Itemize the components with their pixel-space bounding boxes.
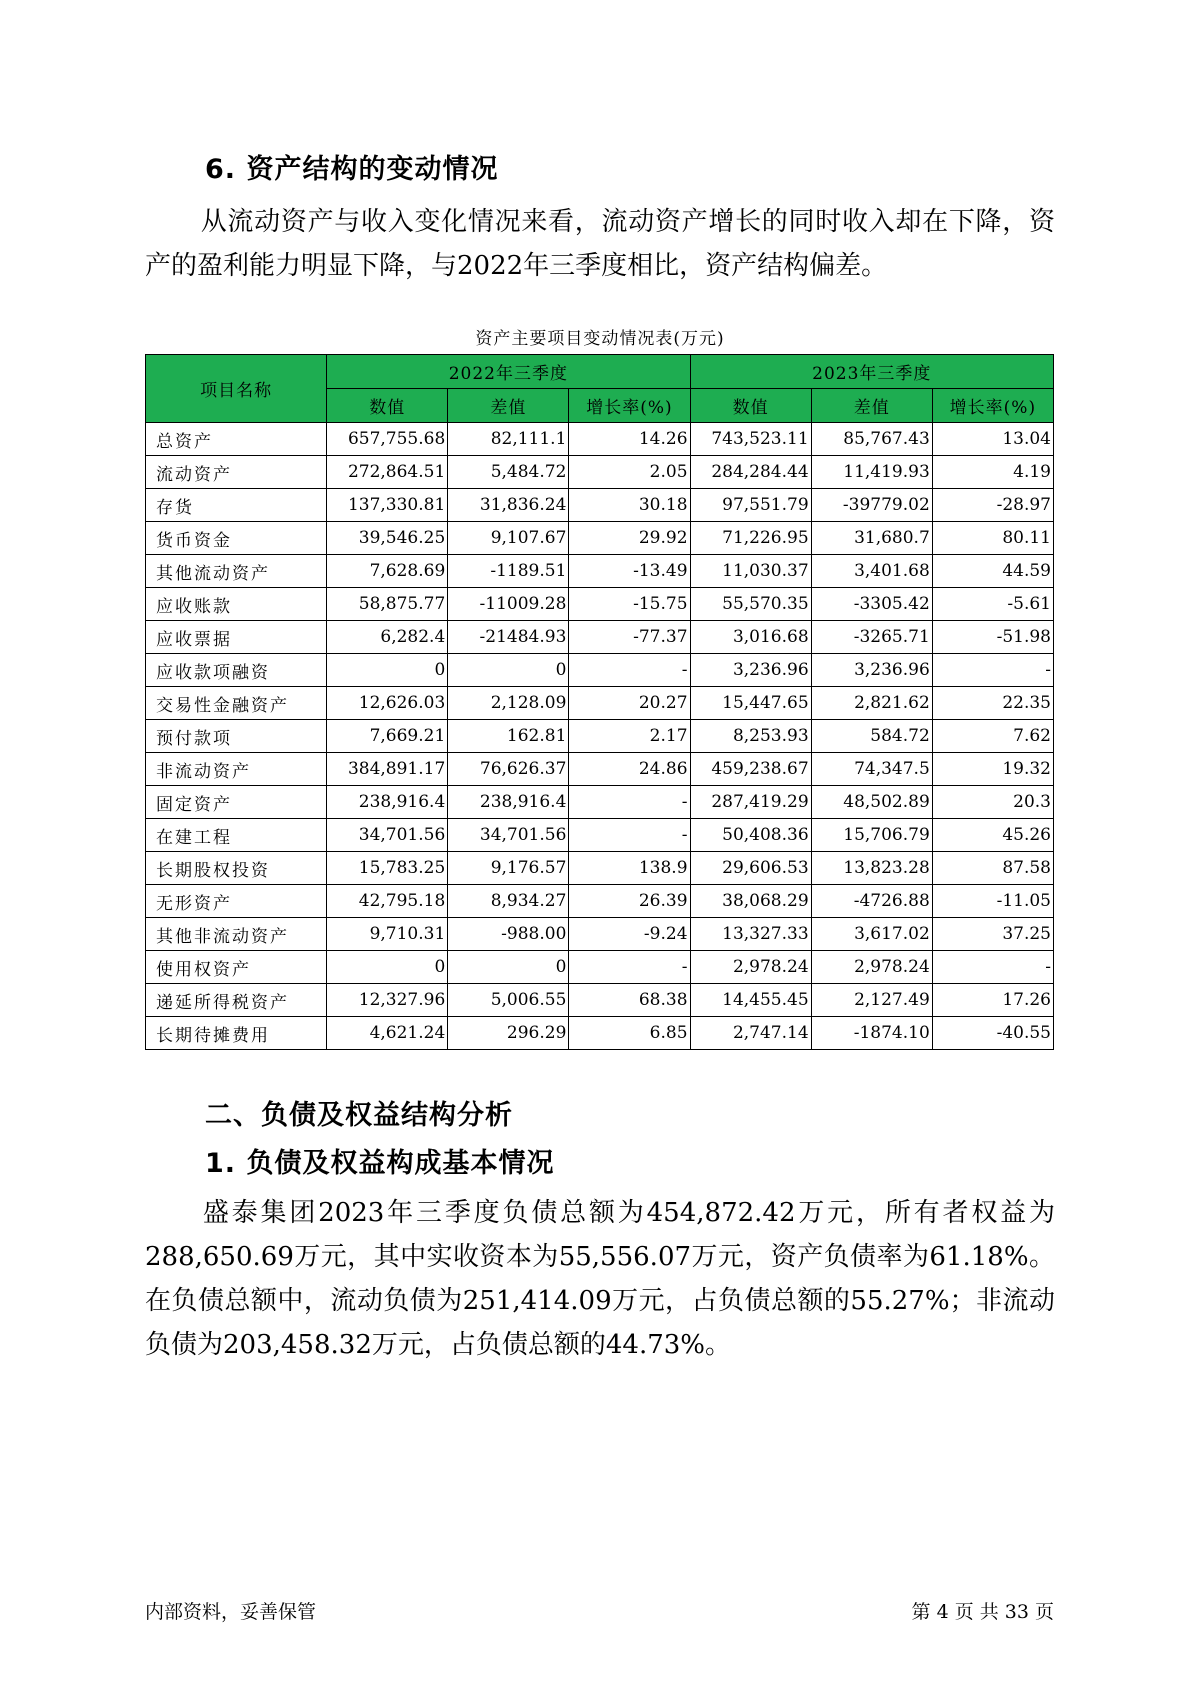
cell-d22: 5,484.72	[448, 456, 569, 489]
cell-r23: 45.26	[932, 819, 1053, 852]
cell-v23: 284,284.44	[690, 456, 811, 489]
header-diff-2023: 差值	[811, 389, 932, 423]
cell-d22: 82,111.1	[448, 423, 569, 456]
cell-v23: 11,030.37	[690, 555, 811, 588]
cell-r23: -	[932, 654, 1053, 687]
header-diff-2022: 差值	[448, 389, 569, 423]
cell-d23: 3,617.02	[811, 918, 932, 951]
row-item-name: 在建工程	[146, 819, 327, 852]
footer-left: 内部资料，妥善保管	[145, 1601, 317, 1623]
table-caption: 资产主要项目变动情况表(万元)	[475, 329, 725, 349]
row-item-name: 预付款项	[146, 720, 327, 753]
cell-v22: 12,626.03	[327, 687, 448, 720]
table-row	[146, 885, 1054, 918]
cell-r22: 2.05	[569, 456, 690, 489]
cell-d22: -988.00	[448, 918, 569, 951]
cell-r23: 80.11	[932, 522, 1053, 555]
table-row	[146, 588, 1054, 621]
cell-r22: -	[569, 786, 690, 819]
cell-v22: 34,701.56	[327, 819, 448, 852]
cell-d23: -3265.71	[811, 621, 932, 654]
header-value-2022: 数值	[327, 389, 448, 423]
cell-d22: 76,626.37	[448, 753, 569, 786]
cell-d22: -21484.93	[448, 621, 569, 654]
row-item-name: 交易性金融资产	[146, 687, 327, 720]
table-row	[146, 456, 1054, 489]
cell-v23: 3,016.68	[690, 621, 811, 654]
cell-r23: 20.3	[932, 786, 1053, 819]
table-row	[146, 621, 1054, 654]
cell-r22: -	[569, 951, 690, 984]
cell-v22: 657,755.68	[327, 423, 448, 456]
intro-paragraph-text: 从流动资产与收入变化情况来看，流动资产增长的同时收入却在下降，资产的盈利能力明显下降，与2022年三季度相比，资产结构偏差。	[145, 207, 1055, 281]
row-item-name: 流动资产	[146, 456, 327, 489]
cell-r22: 30.18	[569, 489, 690, 522]
cell-d22: 34,701.56	[448, 819, 569, 852]
cell-r23: 87.58	[932, 852, 1053, 885]
cell-r22: 2.17	[569, 720, 690, 753]
cell-v22: 384,891.17	[327, 753, 448, 786]
cell-r23: 13.04	[932, 423, 1053, 456]
cell-r22: -	[569, 654, 690, 687]
table-row	[146, 489, 1054, 522]
table-row	[146, 918, 1054, 951]
cell-d23: 2,978.24	[811, 951, 932, 984]
table-row	[146, 951, 1054, 984]
cell-r23: -11.05	[932, 885, 1053, 918]
row-item-name: 应收款项融资	[146, 654, 327, 687]
cell-d23: -39779.02	[811, 489, 932, 522]
cell-v23: 743,523.11	[690, 423, 811, 456]
cell-d22: 9,176.57	[448, 852, 569, 885]
cell-r23: 19.32	[932, 753, 1053, 786]
cell-r23: 4.19	[932, 456, 1053, 489]
cell-d23: 13,823.28	[811, 852, 932, 885]
cell-v23: 2,978.24	[690, 951, 811, 984]
row-item-name: 长期股权投资	[146, 852, 327, 885]
header-group-2022: 2022年三季度	[327, 355, 690, 389]
cell-v23: 38,068.29	[690, 885, 811, 918]
cell-d22: 8,934.27	[448, 885, 569, 918]
table-row	[146, 852, 1054, 885]
cell-d22: 2,128.09	[448, 687, 569, 720]
cell-r23: -40.55	[932, 1017, 1053, 1050]
cell-d23: 48,502.89	[811, 786, 932, 819]
cell-v23: 2,747.14	[690, 1017, 811, 1050]
part-heading: 二、负债及权益结构分析	[205, 1100, 513, 1131]
cell-r22: 20.27	[569, 687, 690, 720]
sub-heading: 1. 负债及权益构成基本情况	[205, 1148, 555, 1179]
cell-r22: -9.24	[569, 918, 690, 951]
row-item-name: 非流动资产	[146, 753, 327, 786]
table-row	[146, 720, 1054, 753]
header-rate-2023: 增长率(%)	[932, 389, 1053, 423]
cell-v23: 459,238.67	[690, 753, 811, 786]
cell-v23: 50,408.36	[690, 819, 811, 852]
cell-d23: 11,419.93	[811, 456, 932, 489]
cell-r22: -15.75	[569, 588, 690, 621]
table-row	[146, 984, 1054, 1017]
row-item-name: 无形资产	[146, 885, 327, 918]
cell-r23: -51.98	[932, 621, 1053, 654]
cell-d23: -1874.10	[811, 1017, 932, 1050]
cell-v22: 0	[327, 951, 448, 984]
row-item-name: 使用权资产	[146, 951, 327, 984]
row-item-name: 长期待摊费用	[146, 1017, 327, 1050]
footer-page-number: 第 4 页 共 33 页	[911, 1601, 1054, 1623]
row-item-name: 应收账款	[146, 588, 327, 621]
header-rate-2022: 增长率(%)	[569, 389, 690, 423]
cell-r22: 14.26	[569, 423, 690, 456]
cell-d23: 15,706.79	[811, 819, 932, 852]
cell-d23: 74,347.5	[811, 753, 932, 786]
cell-r23: -	[932, 951, 1053, 984]
cell-v22: 7,669.21	[327, 720, 448, 753]
cell-r23: -5.61	[932, 588, 1053, 621]
cell-r22: 26.39	[569, 885, 690, 918]
liability-paragraph	[145, 1191, 1055, 1367]
table-row	[146, 1017, 1054, 1050]
cell-r22: 68.38	[569, 984, 690, 1017]
liability-paragraph-text: 盛泰集团2023年三季度负债总额为454,872.42万元，所有者权益为288,650.69万元，其中实收资本为55,556.07万元，资产负债率为61.18%。在负债总额中，流动负债为251,414.09万元，占负债总额的55.27%；非流动负债为203,458.32万元，占负债总额的44.73%。	[145, 1198, 1055, 1360]
row-item-name: 其他非流动资产	[146, 918, 327, 951]
cell-v22: 4,621.24	[327, 1017, 448, 1050]
cell-v23: 55,570.35	[690, 588, 811, 621]
cell-v23: 97,551.79	[690, 489, 811, 522]
cell-d23: 2,821.62	[811, 687, 932, 720]
cell-d23: 3,401.68	[811, 555, 932, 588]
row-item-name: 固定资产	[146, 786, 327, 819]
cell-r23: -28.97	[932, 489, 1053, 522]
table-row	[146, 786, 1054, 819]
cell-d23: 31,680.7	[811, 522, 932, 555]
cell-d22: 0	[448, 654, 569, 687]
cell-v23: 29,606.53	[690, 852, 811, 885]
cell-r23: 7.62	[932, 720, 1053, 753]
cell-d23: 3,236.96	[811, 654, 932, 687]
cell-d22: 296.29	[448, 1017, 569, 1050]
cell-v22: 42,795.18	[327, 885, 448, 918]
cell-d23: 2,127.49	[811, 984, 932, 1017]
cell-v23: 15,447.65	[690, 687, 811, 720]
cell-v22: 6,282.4	[327, 621, 448, 654]
cell-v23: 3,236.96	[690, 654, 811, 687]
table-row	[146, 522, 1054, 555]
table-row	[146, 819, 1054, 852]
cell-r23: 22.35	[932, 687, 1053, 720]
cell-v22: 15,783.25	[327, 852, 448, 885]
row-item-name: 递延所得税资产	[146, 984, 327, 1017]
cell-v23: 14,455.45	[690, 984, 811, 1017]
cell-r22: 138.9	[569, 852, 690, 885]
cell-r22: 6.85	[569, 1017, 690, 1050]
cell-v22: 238,916.4	[327, 786, 448, 819]
cell-d22: 9,107.67	[448, 522, 569, 555]
cell-v22: 9,710.31	[327, 918, 448, 951]
cell-v22: 272,864.51	[327, 456, 448, 489]
cell-d22: 31,836.24	[448, 489, 569, 522]
cell-d22: 0	[448, 951, 569, 984]
cell-r22: -13.49	[569, 555, 690, 588]
cell-r23: 17.26	[932, 984, 1053, 1017]
row-item-name: 货币资金	[146, 522, 327, 555]
cell-d23: 85,767.43	[811, 423, 932, 456]
cell-v23: 8,253.93	[690, 720, 811, 753]
table-row	[146, 555, 1054, 588]
cell-v22: 137,330.81	[327, 489, 448, 522]
section-heading: 6. 资产结构的变动情况	[205, 154, 499, 185]
cell-v22: 58,875.77	[327, 588, 448, 621]
asset-change-table	[145, 354, 1054, 1050]
table-row	[146, 753, 1054, 786]
cell-r22: -77.37	[569, 621, 690, 654]
table-row	[146, 654, 1054, 687]
cell-v22: 7,628.69	[327, 555, 448, 588]
cell-v22: 12,327.96	[327, 984, 448, 1017]
cell-v23: 71,226.95	[690, 522, 811, 555]
table-row	[146, 423, 1054, 456]
cell-d22: -1189.51	[448, 555, 569, 588]
cell-r22: 24.86	[569, 753, 690, 786]
row-item-name: 存货	[146, 489, 327, 522]
row-item-name: 其他流动资产	[146, 555, 327, 588]
cell-d23: -3305.42	[811, 588, 932, 621]
cell-d22: 238,916.4	[448, 786, 569, 819]
header-item-name: 项目名称	[146, 355, 327, 423]
cell-r23: 37.25	[932, 918, 1053, 951]
row-item-name: 应收票据	[146, 621, 327, 654]
header-group-2023: 2023年三季度	[690, 355, 1053, 389]
header-value-2023: 数值	[690, 389, 811, 423]
cell-r22: -	[569, 819, 690, 852]
cell-d23: 584.72	[811, 720, 932, 753]
cell-r23: 44.59	[932, 555, 1053, 588]
cell-d22: 162.81	[448, 720, 569, 753]
row-item-name: 总资产	[146, 423, 327, 456]
cell-v22: 0	[327, 654, 448, 687]
intro-paragraph	[145, 200, 1055, 288]
cell-r22: 29.92	[569, 522, 690, 555]
cell-v23: 287,419.29	[690, 786, 811, 819]
cell-v23: 13,327.33	[690, 918, 811, 951]
cell-v22: 39,546.25	[327, 522, 448, 555]
cell-d22: 5,006.55	[448, 984, 569, 1017]
cell-d23: -4726.88	[811, 885, 932, 918]
table-row	[146, 687, 1054, 720]
cell-d22: -11009.28	[448, 588, 569, 621]
